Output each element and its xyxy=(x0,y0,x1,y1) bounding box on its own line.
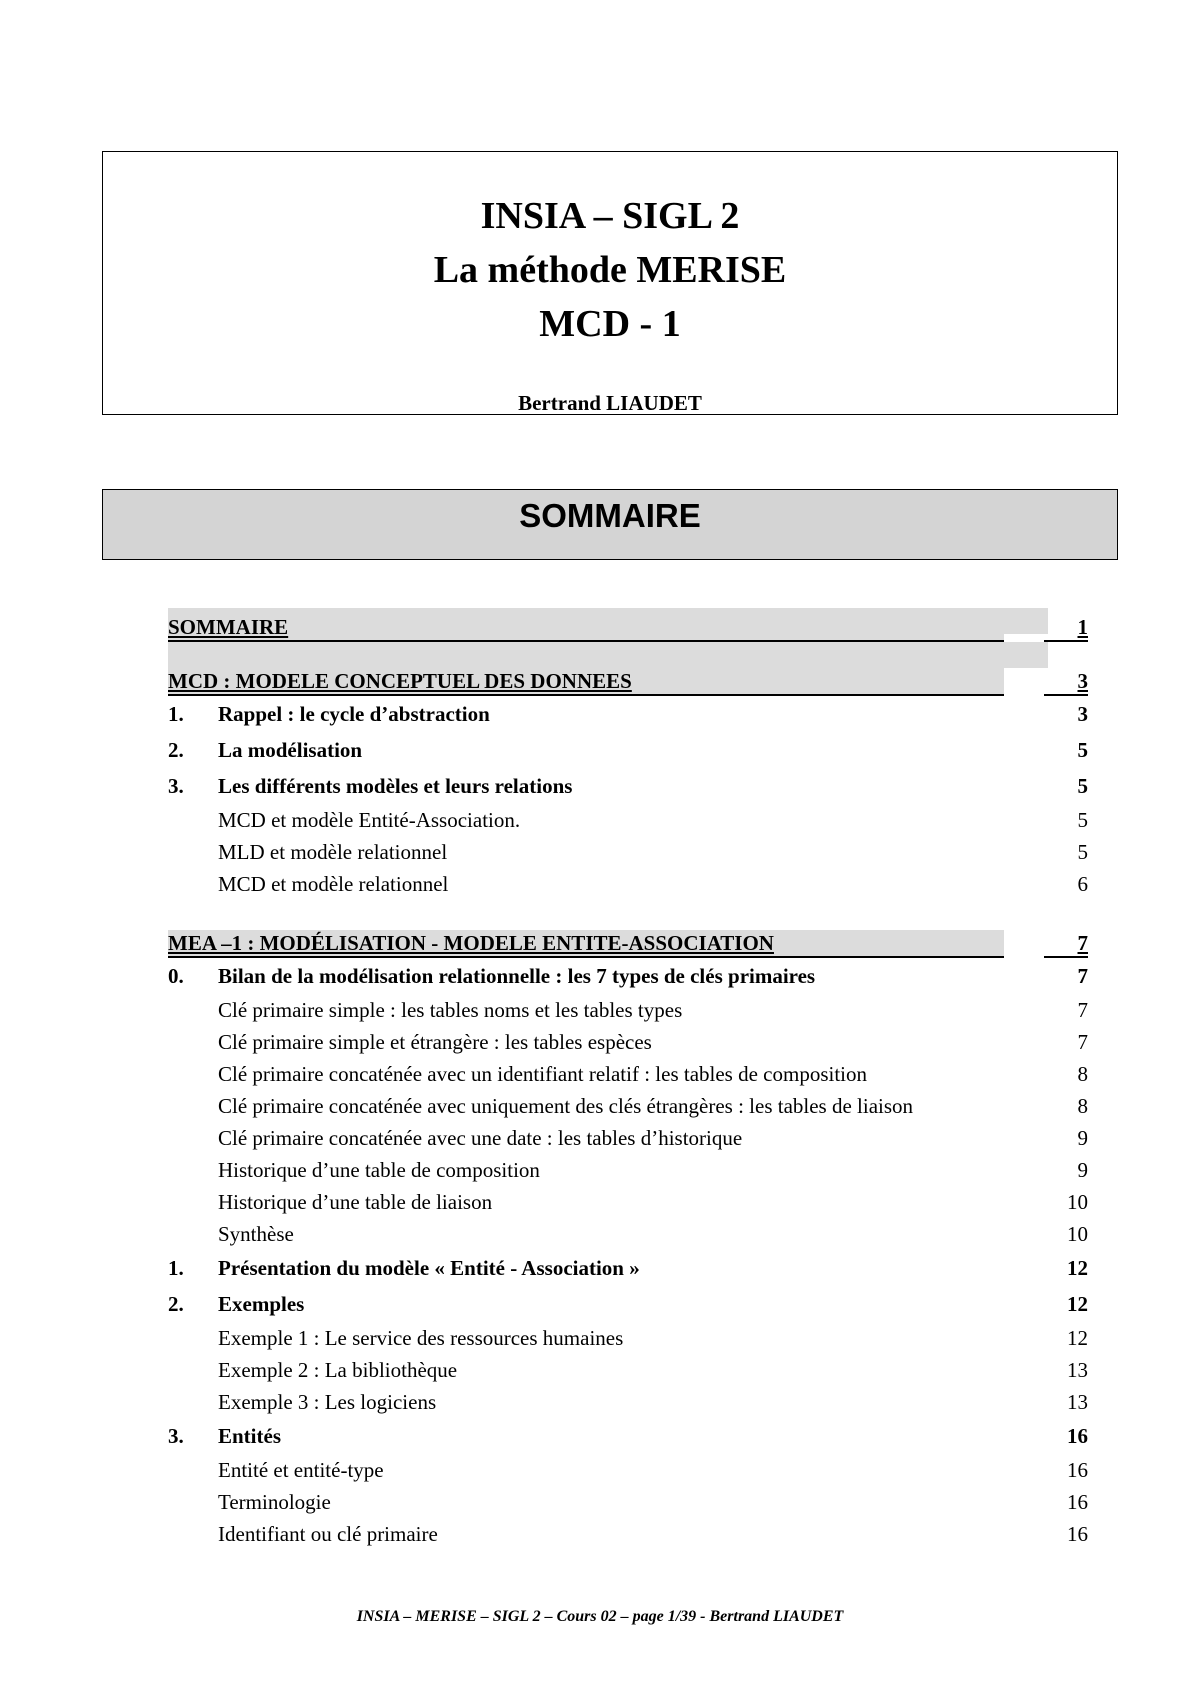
toc-page-number: 5 xyxy=(1077,808,1088,832)
toc-subsection[interactable] xyxy=(168,1026,1088,1058)
toc-page-number: 16 xyxy=(1067,1522,1088,1546)
toc-entry-text: Historique d’une table de composition xyxy=(218,1158,540,1182)
toc-entry-text: Exemple 1 : Le service des ressources humaines xyxy=(218,1326,624,1350)
toc-subsection[interactable] xyxy=(168,1518,1088,1550)
toc-entry-text: Clé primaire concaténée avec une date : les tables d’historique xyxy=(218,1126,743,1150)
toc-entry-text: SOMMAIRE xyxy=(168,614,1004,642)
toc-page-number: 9 xyxy=(1077,1126,1088,1150)
toc-page-number: 3 xyxy=(1044,668,1088,696)
toc-entry-text: Présentation du modèle « Entité - Association » xyxy=(218,1256,640,1280)
toc-subsection[interactable] xyxy=(168,1354,1088,1386)
toc-subsection[interactable] xyxy=(168,1322,1088,1354)
toc-entry-text: MCD et modèle Entité-Association. xyxy=(218,808,521,832)
toc-page-number: 5 xyxy=(1077,738,1088,762)
toc-section-number: 3. xyxy=(168,774,184,798)
toc-chapter-mcd[interactable] xyxy=(168,662,1088,696)
toc-page-number: 5 xyxy=(1077,774,1088,798)
page-footer: INSIA – MERISE – SIGL 2 – Cours 02 – page 1/39 - Bertrand LIAUDET xyxy=(356,1608,844,1625)
toc-subsection[interactable] xyxy=(168,1386,1088,1418)
toc-entry-text: Entité et entité-type xyxy=(218,1458,384,1482)
table-of-contents xyxy=(168,608,1088,1550)
toc-page-number: 13 xyxy=(1067,1390,1088,1414)
toc-page-number: 9 xyxy=(1077,1158,1088,1182)
title-line-2: La méthode MERISE xyxy=(433,249,787,291)
toc-page-number: 10 xyxy=(1067,1222,1088,1246)
toc-page-number: 13 xyxy=(1067,1358,1088,1382)
toc-page-number: 8 xyxy=(1077,1094,1088,1118)
toc-entry-text: MCD : MODELE CONCEPTUEL DES DONNEES xyxy=(168,668,1004,696)
toc-entry-text: Synthèse xyxy=(218,1222,294,1246)
toc-entry-text: Les différents modèles et leurs relations xyxy=(218,774,573,798)
author: Bertrand LIAUDET xyxy=(518,391,702,415)
toc-entry-text: Rappel : le cycle d’abstraction xyxy=(218,702,490,726)
toc-section-number: 2. xyxy=(168,738,184,762)
toc-page-number: 10 xyxy=(1067,1190,1088,1214)
toc-section-number: 1. xyxy=(168,702,184,726)
toc-section-number: 2. xyxy=(168,1292,184,1316)
toc-entry-text: Clé primaire concaténée avec un identifiant relatif : les tables de composition xyxy=(218,1062,868,1086)
toc-chapter-sommaire[interactable] xyxy=(168,608,1088,642)
toc-section-number: 0. xyxy=(168,964,184,988)
toc-section[interactable] xyxy=(168,1250,1088,1286)
toc-subsection[interactable] xyxy=(168,804,1088,836)
sommaire-heading: SOMMAIRE xyxy=(102,489,1118,560)
toc-subsection[interactable] xyxy=(168,868,1088,900)
toc-entry-text: Identifiant ou clé primaire xyxy=(218,1522,438,1546)
toc-chapter-mea[interactable] xyxy=(168,924,1088,958)
toc-page-number: 16 xyxy=(1067,1458,1088,1482)
toc-page-number: 6 xyxy=(1077,872,1088,896)
toc-subsection[interactable] xyxy=(168,1486,1088,1518)
toc-entry-text: Exemples xyxy=(218,1292,305,1316)
toc-entry-text: MLD et modèle relationnel xyxy=(218,840,448,864)
toc-section[interactable] xyxy=(168,1286,1088,1322)
title-line-1: INSIA – SIGL 2 xyxy=(480,195,740,237)
toc-subsection[interactable] xyxy=(168,1122,1088,1154)
toc-page-number: 12 xyxy=(1067,1326,1088,1350)
title-line-3: MCD - 1 xyxy=(539,303,681,345)
toc-spacer xyxy=(168,900,1088,924)
toc-page-number: 12 xyxy=(1067,1292,1088,1316)
toc-entry-text: Clé primaire simple : les tables noms et les tables types xyxy=(218,998,683,1022)
toc-subsection[interactable] xyxy=(168,994,1088,1026)
toc-page-number: 12 xyxy=(1067,1256,1088,1280)
title-box xyxy=(102,151,1118,415)
toc-page-number: 1 xyxy=(1044,614,1088,642)
toc-subsection[interactable] xyxy=(168,1454,1088,1486)
toc-entry-text: Historique d’une table de liaison xyxy=(218,1190,493,1214)
toc-section-number: 3. xyxy=(168,1424,184,1448)
toc-section[interactable] xyxy=(168,732,1088,768)
toc-page-number: 7 xyxy=(1077,1030,1088,1054)
toc-subsection[interactable] xyxy=(168,1154,1088,1186)
toc-page-number: 16 xyxy=(1067,1490,1088,1514)
toc-subsection[interactable] xyxy=(168,1090,1088,1122)
toc-page-number: 3 xyxy=(1077,702,1088,726)
toc-entry-text: Entités xyxy=(218,1424,281,1448)
toc-subsection[interactable] xyxy=(168,836,1088,868)
toc-page-number: 7 xyxy=(1077,998,1088,1022)
toc-entry-text: La modélisation xyxy=(218,738,363,762)
toc-entry-text: MEA –1 : MODÉLISATION - MODELE ENTITE-ASSOCIATION xyxy=(168,930,1004,958)
toc-page-number: 7 xyxy=(1044,930,1088,958)
toc-section-number: 1. xyxy=(168,1256,184,1280)
toc-page-number: 5 xyxy=(1077,840,1088,864)
toc-entry-text: Bilan de la modélisation relationnelle : les 7 types de clés primaires xyxy=(218,964,816,988)
toc-entry-text: Terminologie xyxy=(218,1490,331,1514)
toc-section[interactable] xyxy=(168,1418,1088,1454)
toc-entry-text: Clé primaire simple et étrangère : les tables espèces xyxy=(218,1030,652,1054)
toc-entry-text: Clé primaire concaténée avec uniquement des clés étrangères : les tables de liaison xyxy=(218,1094,914,1118)
toc-section[interactable] xyxy=(168,958,1088,994)
toc-page-number: 7 xyxy=(1077,964,1088,988)
toc-entry-text: Exemple 3 : Les logiciens xyxy=(218,1390,437,1414)
toc-entry-text: Exemple 2 : La bibliothèque xyxy=(218,1358,458,1382)
toc-section[interactable] xyxy=(168,696,1088,732)
toc-subsection[interactable] xyxy=(168,1058,1088,1090)
toc-page-number: 8 xyxy=(1077,1062,1088,1086)
toc-entry-text: MCD et modèle relationnel xyxy=(218,872,449,896)
toc-section[interactable] xyxy=(168,768,1088,804)
toc-subsection[interactable] xyxy=(168,1218,1088,1250)
toc-page-number: 16 xyxy=(1067,1424,1088,1448)
toc-subsection[interactable] xyxy=(168,1186,1088,1218)
